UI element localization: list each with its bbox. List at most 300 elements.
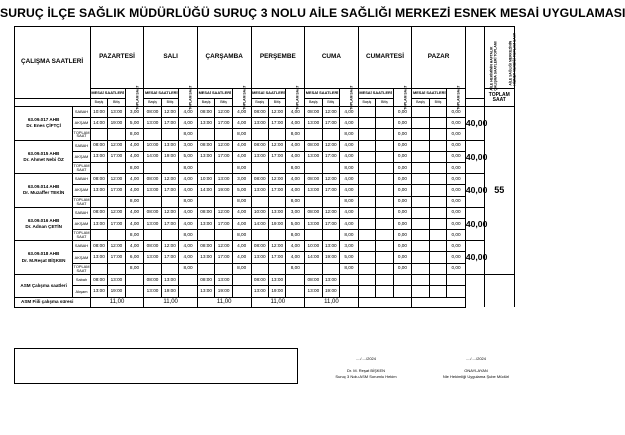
table-cell: 4,00	[286, 140, 305, 151]
table-cell	[108, 196, 125, 207]
mesai-header: MESAİ SAATLERİ	[197, 89, 232, 99]
table-cell	[447, 274, 466, 286]
shift-label: TOPLAM SAAT	[73, 163, 90, 173]
weekly-total: 40,00	[465, 107, 484, 141]
table-cell: 12:00	[322, 174, 339, 185]
bitis-label: Bitiş	[108, 99, 125, 107]
table-row	[15, 151, 515, 162]
doctor-cell	[15, 241, 73, 275]
table-cell: 5,00	[179, 151, 198, 162]
table-cell: 12:00	[108, 174, 125, 185]
table-cell: 6,00	[125, 252, 144, 263]
table-cell	[358, 263, 375, 274]
table-cell: 0,00	[447, 162, 466, 173]
table-cell	[161, 196, 178, 207]
table-cell: 0,00	[447, 140, 466, 151]
table-cell: 08:00	[90, 207, 107, 218]
table-cell	[412, 207, 429, 218]
signature-title: Nle Hekimliği Uygulama Şube Müdürl	[442, 373, 510, 379]
table-cell: 13:00	[251, 185, 268, 196]
shift-label: SABAH	[73, 207, 90, 218]
table-cell	[429, 107, 446, 118]
table-cell: 8,00	[286, 263, 305, 274]
shift-label: SABAH	[73, 241, 90, 252]
table-cell	[429, 274, 446, 286]
table-cell: 0,00	[393, 118, 412, 129]
table-cell: 19:00	[215, 286, 232, 298]
shift-label: AKŞAM	[73, 218, 90, 229]
table-cell	[108, 263, 125, 274]
shift-label: TOPLAM SAAT	[73, 129, 90, 139]
table-cell: 4,00	[232, 207, 251, 218]
table-cell: 17:00	[161, 252, 178, 263]
table-cell: 13:00	[144, 252, 161, 263]
table-cell: 08:00	[305, 140, 322, 151]
table-cell: 13:00	[144, 218, 161, 229]
table-cell	[412, 162, 429, 173]
table-cell: 3,00	[179, 140, 198, 151]
table-cell: 12:00	[322, 107, 339, 118]
table-cell: 0,00	[447, 185, 466, 196]
table-cell: 12:00	[268, 107, 285, 118]
basla-label: Başlş	[144, 99, 161, 107]
table-cell: 13:00	[197, 286, 214, 298]
table-cell: 3,00	[232, 174, 251, 185]
table-cell	[161, 230, 178, 241]
table-cell: 0,00	[447, 196, 466, 207]
table-cell: 8,00	[179, 129, 198, 140]
table-cell	[429, 185, 446, 196]
table-cell: 0,00	[393, 196, 412, 207]
table-cell	[340, 274, 359, 286]
bitis-label: Bitiş	[161, 99, 178, 107]
mesai-header: MESAİ SAATLERİ	[412, 89, 447, 99]
table-cell	[358, 207, 375, 218]
table-cell: 13:00	[251, 252, 268, 263]
table-cell	[412, 129, 429, 140]
weekly-total-header-text: AİLE HEKİMİNİN HAFTALIK ÇALIŞMA SAATLERİ TOPLAMI	[489, 41, 497, 91]
table-cell: 4,00	[340, 140, 359, 151]
asm-total-header-text: AİLE SAĞLIĞI MERKEZİNİN HİZMET VERDİĞİ TOPLAM SAAT	[507, 32, 516, 86]
table-cell: 4,00	[125, 185, 144, 196]
table-cell: 0,00	[447, 118, 466, 129]
table-cell	[429, 218, 446, 229]
table-cell	[429, 230, 446, 241]
table-cell: 12:00	[322, 140, 339, 151]
table-cell	[393, 274, 412, 286]
shift-label: TOPLAM SAAT	[73, 230, 90, 240]
signature-title: Suruç 3 Nolu ASM Sorumlu Hekim	[335, 373, 397, 379]
table-cell: 5,00	[125, 118, 144, 129]
mesai-header: MESAİ SAATLERİ	[144, 89, 179, 99]
table-cell	[393, 286, 412, 298]
table-cell	[429, 118, 446, 129]
table-cell: 17:00	[322, 218, 339, 229]
table-cell	[412, 140, 429, 151]
table-cell	[215, 230, 232, 241]
bitis-label: Bitiş	[268, 99, 285, 107]
signature-approver-label: ONAYLAYAN	[464, 367, 488, 373]
table-row	[15, 274, 515, 286]
toplam-saat-vert	[125, 85, 144, 110]
table-cell: 14:00	[251, 218, 268, 229]
table-cell: 8,00	[286, 129, 305, 140]
table-cell	[429, 162, 446, 173]
table-cell	[412, 107, 429, 118]
table-cell	[251, 196, 268, 207]
day-header-7: PAZAR	[412, 27, 466, 89]
table-cell: 14:00	[144, 151, 161, 162]
table-cell: 5,00	[340, 252, 359, 263]
table-cell: 12:00	[161, 241, 178, 252]
table-row	[15, 129, 515, 140]
table-cell: 13:00	[251, 118, 268, 129]
table-cell: 0,00	[447, 107, 466, 118]
table-cell	[144, 263, 161, 274]
fill-value	[412, 297, 466, 307]
table-cell: 12:00	[215, 107, 232, 118]
table-cell: 13:00	[90, 151, 107, 162]
table-cell	[179, 286, 198, 298]
table-cell	[286, 286, 305, 298]
table-cell	[305, 162, 322, 173]
table-cell	[412, 263, 429, 274]
table-cell: 08:00	[251, 174, 268, 185]
table-cell	[108, 162, 125, 173]
fill-value	[358, 297, 412, 307]
doctor-name: Dr. Muzaffer TEKİN	[22, 190, 65, 196]
table-cell	[268, 230, 285, 241]
table-row	[15, 174, 515, 185]
doctor-code: 63.09.014 AHB	[27, 184, 60, 190]
table-cell: 4,00	[340, 118, 359, 129]
table-cell	[358, 241, 375, 252]
table-cell	[376, 162, 393, 173]
table-cell	[429, 151, 446, 162]
toplam-saat-vert	[340, 85, 359, 110]
table-cell: 12:00	[268, 174, 285, 185]
table-cell: 4,00	[286, 174, 305, 185]
table-cell	[108, 129, 125, 140]
table-cell	[358, 196, 375, 207]
table-cell: 17:00	[268, 118, 285, 129]
table-cell	[90, 129, 107, 140]
table-cell: 13:00	[197, 218, 214, 229]
doctor-cell	[15, 174, 73, 208]
doctor-name: Dr. Adnan ÇETİN	[25, 223, 62, 229]
table-cell: 0,00	[447, 263, 466, 274]
basla-label: Başlş	[251, 99, 268, 107]
table-row	[15, 252, 515, 263]
table-cell: 19:00	[322, 252, 339, 263]
table-row	[15, 241, 515, 252]
table-cell: 4,00	[286, 185, 305, 196]
table-cell: 08:00	[144, 174, 161, 185]
table-cell: 4,00	[179, 174, 198, 185]
table-cell	[376, 118, 393, 129]
table-cell: 14:00	[90, 118, 107, 129]
fill-value: 11,00	[305, 297, 359, 307]
table-cell: 8,00	[340, 162, 359, 173]
bitis-label: Bitiş	[376, 99, 393, 107]
table-cell: 13:00	[215, 274, 232, 286]
table-cell	[376, 252, 393, 263]
table-cell	[161, 162, 178, 173]
table-cell: 4,00	[125, 151, 144, 162]
table-cell: 12:00	[161, 174, 178, 185]
basla-label: Başlş	[305, 99, 322, 107]
signature-name: Dr. M. Reşat BİŞKEN	[346, 367, 385, 373]
table-cell	[197, 162, 214, 173]
blank-cell	[484, 297, 515, 307]
toplam-saat-vert-text: TOPLAM SAAT	[349, 85, 354, 110]
day-header-1: PAZARTESİ	[90, 27, 144, 89]
table-cell: 12:00	[108, 241, 125, 252]
table-row	[15, 263, 515, 274]
table-cell: 4,00	[232, 241, 251, 252]
table-cell: 0,00	[393, 218, 412, 229]
table-cell: 17:00	[161, 118, 178, 129]
table-cell: 12:00	[215, 241, 232, 252]
table-cell: 8,00	[232, 162, 251, 173]
weekly-total: 40,00	[465, 174, 484, 208]
bitis-label: Bitiş	[215, 99, 232, 107]
table-cell: 12:00	[215, 140, 232, 151]
table-cell: 13:00	[215, 174, 232, 185]
shift-label: SABAH	[73, 174, 90, 185]
table-cell	[179, 274, 198, 286]
table-cell: 19:00	[268, 218, 285, 229]
toplam-saat-header: TOPLAM SAAT	[484, 89, 515, 107]
table-cell	[376, 218, 393, 229]
table-cell: 0,00	[393, 230, 412, 241]
basla-label: Başlş	[197, 99, 214, 107]
table-cell	[429, 286, 446, 298]
table-cell	[412, 252, 429, 263]
doctor-cell	[15, 207, 73, 241]
table-cell	[232, 274, 251, 286]
table-cell: 5,00	[232, 185, 251, 196]
table-row	[15, 297, 515, 307]
table-cell: 4,00	[179, 252, 198, 263]
table-row	[15, 118, 515, 129]
table-cell: 8,00	[340, 230, 359, 241]
table-cell: 08:00	[197, 107, 214, 118]
table-cell	[268, 129, 285, 140]
table-cell: 17:00	[322, 185, 339, 196]
shift-label: AKŞAM	[73, 252, 90, 263]
table-cell: 0,00	[393, 140, 412, 151]
table-cell	[429, 263, 446, 274]
table-row	[15, 162, 515, 173]
table-cell: 8,00	[286, 162, 305, 173]
table-cell	[376, 286, 393, 298]
table-cell: 4,00	[232, 118, 251, 129]
toplam-saat-vert-text: TOPLAM SAAT	[188, 85, 193, 110]
table-cell: 13:00	[322, 241, 339, 252]
table-cell: 8,00	[125, 162, 144, 173]
table-cell: 08:00	[197, 207, 214, 218]
table-cell	[90, 196, 107, 207]
table-cell	[197, 196, 214, 207]
table-cell	[358, 129, 375, 140]
table-cell	[215, 129, 232, 140]
toplam-saat-vert-text: TOPLAM SAAT	[135, 85, 140, 110]
calisma-saatleri-header: ÇALIŞMA SAATLERİ	[15, 27, 91, 99]
table-cell: 13:00	[268, 274, 285, 286]
table-cell	[376, 174, 393, 185]
table-cell: 0,00	[393, 185, 412, 196]
table-cell: 4,00	[179, 241, 198, 252]
table-cell: 8,00	[286, 230, 305, 241]
header-spacer	[15, 99, 91, 107]
table-cell	[412, 230, 429, 241]
asm-grand-total: 55	[484, 107, 515, 275]
table-cell: 19:00	[108, 286, 125, 298]
table-cell: 4,00	[232, 252, 251, 263]
table-cell: 17:00	[108, 218, 125, 229]
table-cell: 13:00	[144, 185, 161, 196]
table-cell: 08:00	[197, 274, 214, 286]
day-header-6: CUMARTESİ	[358, 27, 412, 89]
table-cell	[412, 151, 429, 162]
table-cell	[305, 196, 322, 207]
table-cell	[429, 207, 446, 218]
table-cell	[161, 129, 178, 140]
table-cell	[268, 263, 285, 274]
table-cell	[429, 196, 446, 207]
table-cell: 12:00	[108, 207, 125, 218]
bitis-label: Bitiş	[322, 99, 339, 107]
toplam-saat-vert-text: TOPLAM SAAT	[403, 85, 408, 110]
table-cell	[90, 230, 107, 241]
table-cell: 8,00	[286, 196, 305, 207]
table-cell: 0,00	[393, 107, 412, 118]
toplam-saat-vert	[393, 85, 412, 110]
table-cell: 4,00	[286, 107, 305, 118]
table-cell	[447, 286, 466, 298]
table-cell: 13:00	[305, 286, 322, 298]
table-cell	[340, 286, 359, 298]
table-cell: 12:00	[215, 207, 232, 218]
table-cell	[376, 207, 393, 218]
table-cell: 0,00	[447, 241, 466, 252]
table-cell: 4,00	[125, 140, 144, 151]
table-cell	[358, 230, 375, 241]
table-cell: 13:00	[251, 286, 268, 298]
table-cell: 10:00	[305, 241, 322, 252]
table-cell: 8,00	[232, 196, 251, 207]
table-cell: 13:00	[90, 185, 107, 196]
table-cell: 8,00	[232, 129, 251, 140]
table-cell: 8,00	[232, 230, 251, 241]
blank-cell	[465, 286, 484, 298]
table-row	[15, 207, 515, 218]
table-cell	[251, 263, 268, 274]
table-cell	[376, 196, 393, 207]
table-cell	[376, 241, 393, 252]
table-cell: 13:00	[197, 151, 214, 162]
table-cell: 0,00	[447, 174, 466, 185]
table-cell: 4,00	[286, 118, 305, 129]
table-cell: 08:00	[90, 140, 107, 151]
table-cell	[358, 174, 375, 185]
weekly-total: 40,00	[465, 241, 484, 275]
table-cell	[412, 241, 429, 252]
table-cell: 13:00	[161, 140, 178, 151]
doctor-cell	[15, 107, 73, 141]
table-cell	[251, 129, 268, 140]
table-cell: 13:00	[108, 274, 125, 286]
table-cell: 8,00	[179, 196, 198, 207]
table-cell: 4,00	[340, 151, 359, 162]
table-cell: 13:00	[90, 218, 107, 229]
table-cell: 17:00	[215, 151, 232, 162]
table-cell	[197, 129, 214, 140]
toplam-saat-vert	[232, 85, 251, 110]
table-cell	[322, 196, 339, 207]
table-cell: 4,00	[340, 185, 359, 196]
table-cell: 13:00	[305, 151, 322, 162]
table-row	[15, 218, 515, 229]
table-cell	[412, 274, 429, 286]
mesai-header: MESAİ SAATLERİ	[90, 89, 125, 99]
table-cell: 0,00	[447, 129, 466, 140]
shift-label: Sabah	[73, 274, 90, 286]
table-cell	[215, 263, 232, 274]
signature-date: ..../..../2024	[465, 356, 486, 361]
signature-approver	[430, 356, 522, 379]
table-cell: 8,00	[340, 196, 359, 207]
table-cell	[412, 174, 429, 185]
table-cell: 13:00	[197, 118, 214, 129]
table-cell	[305, 230, 322, 241]
table-cell: 17:00	[108, 252, 125, 263]
header-spacer	[465, 99, 484, 107]
table-cell	[305, 263, 322, 274]
schedule-table	[14, 26, 515, 308]
table-cell: 08:00	[144, 274, 161, 286]
shift-label: TOPLAM SAAT	[73, 263, 90, 273]
table-cell: 08:00	[251, 241, 268, 252]
table-cell: 08:00	[90, 174, 107, 185]
table-cell: 19:00	[268, 286, 285, 298]
toplam-saat-vert-text: TOPLAM SAAT	[295, 85, 300, 110]
table-cell: 13:00	[90, 252, 107, 263]
table-cell: 8,00	[179, 162, 198, 173]
table-cell	[412, 196, 429, 207]
table-cell	[90, 162, 107, 173]
table-cell	[197, 263, 214, 274]
table-row	[15, 196, 515, 207]
table-cell: 8,00	[125, 196, 144, 207]
table-cell: 0,00	[393, 207, 412, 218]
table-cell: 10:00	[90, 107, 107, 118]
table-cell: 13:00	[144, 286, 161, 298]
asm-hours-label: ASM Çalışma saatleri	[15, 274, 73, 297]
table-cell	[286, 274, 305, 286]
table-cell: 13:00	[305, 218, 322, 229]
table-cell	[322, 230, 339, 241]
table-cell	[125, 286, 144, 298]
table-cell: 4,00	[125, 218, 144, 229]
mesai-header: MESAİ SAATLERİ	[251, 89, 286, 99]
table-cell	[358, 151, 375, 162]
table-cell: 8,00	[340, 129, 359, 140]
table-cell: 0,00	[447, 252, 466, 263]
table-cell	[412, 118, 429, 129]
table-cell: 12:00	[322, 207, 339, 218]
